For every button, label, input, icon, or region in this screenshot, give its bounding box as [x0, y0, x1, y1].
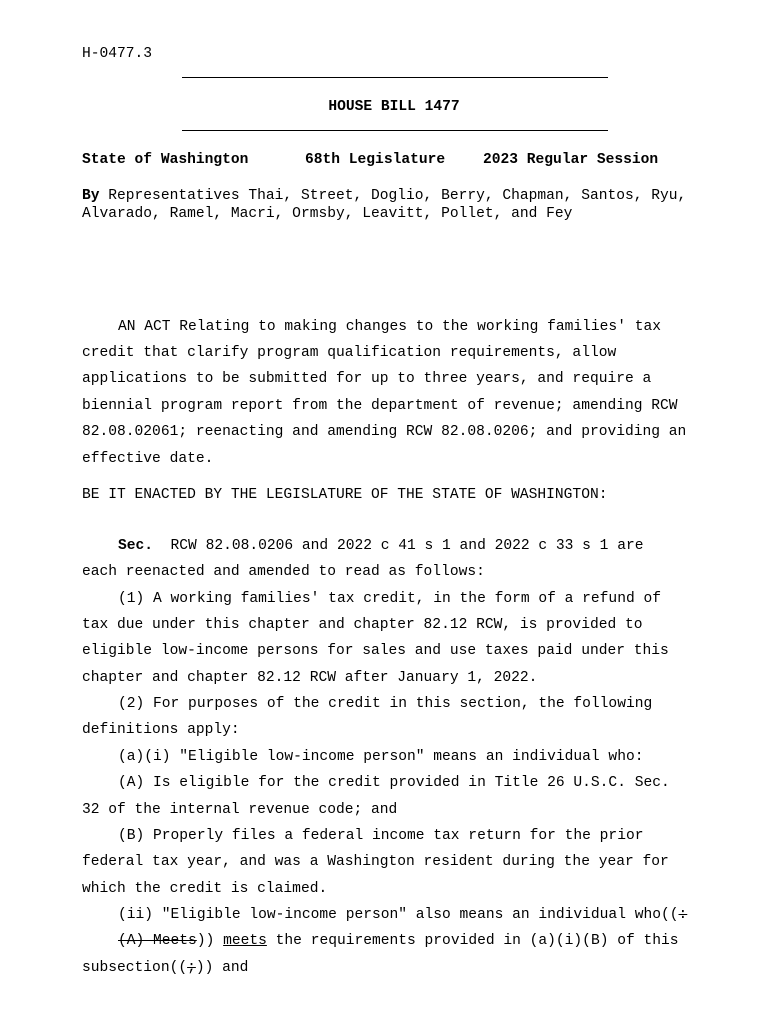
definition-ii-text: the requirements provided in (a)(i)(B) of this — [266, 933, 679, 949]
document-id: H-0477.3 — [82, 46, 153, 62]
act-line: AN ACT Relating to making changes to the working families' tax — [118, 319, 661, 335]
sponsors-names-1: Representatives Thai, Street, Doglio, Berry, Chapman, Santos, Ryu, — [99, 188, 687, 204]
deleted-text: ; — [187, 960, 196, 976]
definition-B-line: (B) Properly files a federal income tax return for the prior — [118, 828, 644, 844]
definition-ii-line-1 — [118, 907, 687, 923]
subsection-1-line: (1) A working families' tax credit, in the form of a refund of — [118, 591, 661, 607]
deleted-text: (A) Meets — [118, 933, 197, 949]
sponsors-line-1 — [82, 188, 686, 204]
definition-A-line: 32 of the internal revenue code; and — [82, 802, 398, 818]
definition-ii-text: (ii) "Eligible low-income person" also means an individual who(( — [118, 907, 679, 923]
section-label: Sec. — [118, 538, 154, 554]
title-rule-top — [182, 77, 608, 78]
space — [214, 933, 223, 949]
header-session: 2023 Regular Session — [483, 152, 659, 168]
definition-B-line: federal tax year, and was a Washington resident during the year for — [82, 854, 669, 870]
subsection-1-line: chapter and chapter 82.12 RCW after January 1, 2022. — [82, 670, 538, 686]
section-heading — [118, 538, 643, 554]
deleted-text: : — [678, 907, 688, 923]
act-line: biennial program report from the department of revenue; amending RCW — [82, 398, 678, 414]
definition-B-line: which the credit is claimed. — [82, 881, 328, 897]
subsection-2-line: (2) For purposes of the credit in this section, the following — [118, 696, 653, 712]
definition-ii-line-2 — [118, 933, 679, 949]
subsection-2-line: definitions apply: — [82, 722, 240, 738]
definition-ii-text: )) and — [195, 960, 249, 976]
act-line: effective date. — [82, 451, 214, 467]
act-line: credit that clarify program qualification requirements, allow — [82, 345, 617, 361]
definition-a-i: (a)(i) "Eligible low-income person" means an individual who: — [118, 749, 644, 765]
definition-A-line: (A) Is eligible for the credit provided in Title 26 U.S.C. Sec. — [118, 775, 670, 791]
subsection-1-line: tax due under this chapter and chapter 82.12 RCW, is provided to — [82, 617, 643, 633]
subsection-1-line: eligible low-income persons for sales and use taxes paid under this — [82, 643, 669, 659]
sponsors-line-2: Alvarado, Ramel, Macri, Ormsby, Leavitt, Pollet, and Fey — [82, 206, 573, 222]
bracket-close: )) — [196, 933, 215, 949]
sponsors-by-label: By — [82, 188, 100, 204]
header-state: State of Washington — [82, 152, 249, 168]
definition-ii-line-3 — [82, 960, 248, 976]
section-heading-text: RCW 82.08.0206 and 2022 c 41 s 1 and 2022 c 33 s 1 are — [153, 538, 644, 554]
enacting-clause: BE IT ENACTED BY THE LEGISLATURE OF THE STATE OF WASHINGTON: — [82, 487, 608, 503]
section-heading-line-2: each reenacted and amended to read as follows: — [82, 564, 485, 580]
header-legislature: 68th Legislature — [305, 152, 446, 168]
definition-ii-text: subsection(( — [82, 960, 188, 976]
inserted-text: meets — [223, 933, 267, 949]
act-line: applications to be submitted for up to three years, and require a — [82, 371, 652, 387]
bill-title: HOUSE BILL 1477 — [328, 99, 460, 115]
act-line: 82.08.02061; reenacting and amending RCW 82.08.0206; and providing an — [82, 424, 687, 440]
title-rule-bottom — [182, 130, 608, 131]
